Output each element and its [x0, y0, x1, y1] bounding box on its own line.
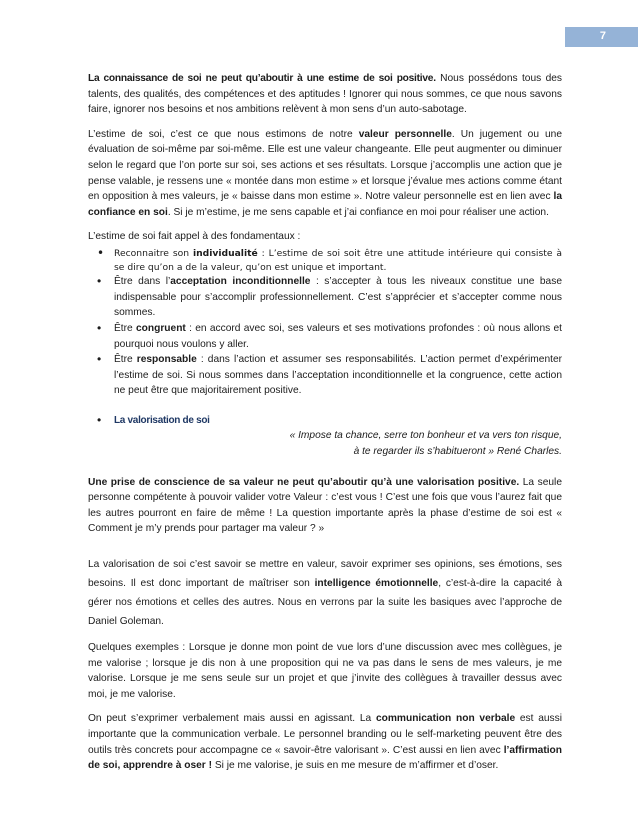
valorisation-text-1: La valorisation de soi c’est savoir se mettre en valeur, savoir exprimer ses opinions, ses émotions, ses besoins. Il est donc important de maîtriser son [88, 559, 562, 590]
list-item [114, 247, 562, 274]
item-bold: congruent [136, 322, 186, 334]
list-item [114, 321, 562, 352]
exemples-paragraph: Quelques exemples : Lorsque je donne mon point de vue lors d’une discussion avec mes collègues, je me valorise ; lorsque je dis non à une proposition qui ne va pas dans le sens de mes valeurs, je me valorise. Lorsque je me sens seule sur un projet et que j’invite des collègues à travailler dessus avec moi, je me valorise. [88, 642, 562, 700]
item-bold: acceptation inconditionnelle [170, 276, 311, 288]
item-text: : L’estime de soi soit être une attitude intérieure qui consiste à se dire qu’on a de la valeur, qu’on est unique et important. [114, 247, 562, 273]
item-text: : s’accepter à tous les niveaux constitue une base indispensable pour s’accomplir professionnellement. C’est s’apprécier et s’accepter comme nous sommes. [114, 276, 562, 319]
item-text: : dans l’action et assumer ses responsabilités. L’action permet d’expérimenter l’estime de soi. Si nous sommes dans l’acceptation inconditionnelle et la congruence, cette action ne peut être que majoritairement positive. [114, 354, 563, 397]
estime-bold-valeur: valeur personnelle [358, 128, 452, 140]
communication-paragraph [88, 711, 562, 773]
item-text: Reconnaitre son [114, 247, 193, 259]
item-text: Être [114, 354, 137, 366]
estime-bold-confiance: la confiance en soi [88, 191, 562, 218]
page-number: 7 [599, 30, 606, 42]
communication-bold-affirmation: l’affirmation de soi, apprendre à oser ! [88, 744, 562, 772]
item-bold: responsable [136, 354, 197, 366]
prise-text: La seule personne compétente à pouvoir valider votre Valeur : c’est vous ! C’est une fois que vous l’aurez fait que les autres pourront en faire de même ! La question importante après la phase d’estime de soi est « Comment je m’y prends pour partager ma valeur ? » [88, 476, 562, 535]
section-heading-list [88, 413, 562, 429]
page-number-bar [565, 27, 638, 47]
quote [88, 428, 562, 459]
item-text: Être dans l’ [114, 276, 171, 288]
item-text: : en accord avec soi, ses valeurs et ses motivations profondes : où nous allons et pourquoi nous voulons y aller. [114, 322, 563, 350]
valorisation-paragraph [88, 555, 562, 631]
prise-paragraph [88, 475, 562, 537]
intro-text: Nous possédons tous des talents, des qualités, des compétences et des aptitudes ! Ignorer qui nous sommes, ce que nous savons faire, ignorer nos besoins et nos ambitions relèvent à mon sens d’un auto-sabotage. [88, 73, 563, 116]
valorisation-bold-ie: intelligence émotionnelle [314, 578, 439, 590]
valorisation-text-2: , c’est-à-dire la capacité à gérer nos émotions et celles des autres. Nous en verrons par la suite les basiques avec l’approche de Daniel Goleman. [88, 578, 562, 628]
list-item [114, 274, 562, 321]
quote-line-1: « Impose ta chance, serre ton bonheur et va vers ton risque, [289, 430, 562, 442]
communication-text-3: Si je me valorise, je suis en me mesure de m’affirmer et d’oser. [212, 760, 499, 772]
intro-paragraph [88, 71, 562, 118]
section-heading: La valorisation de soi [114, 414, 210, 426]
communication-bold-cnv: communication non verbale [375, 713, 516, 725]
list-item [114, 352, 562, 399]
item-text: Être [114, 322, 136, 334]
fondamentaux-list [88, 247, 562, 399]
prise-bold: Une prise de conscience de sa valeur ne peut qu’aboutir qu’à une valorisation positive. [88, 476, 520, 488]
section-heading-item [114, 413, 562, 429]
quote-line-2: à te regarder ils s’habitueront » René Charles. [353, 446, 562, 458]
item-bold: individualité [192, 247, 258, 259]
estime-paragraph [88, 127, 562, 221]
document-body [88, 71, 562, 783]
fondamentaux-intro: L’estime de soi fait appel à des fondamentaux : [88, 231, 301, 243]
communication-text-1: On peut s’exprimer verbalement mais aussi en agissant. La [88, 713, 376, 725]
estime-text-3: . Si je m’estime, je me sens capable et j’ai confiance en moi pour réaliser une action. [167, 206, 549, 218]
communication-text-2: est aussi importante que la communication verbale. Le personnel branding ou le self-marketing peuvent être des outils très concrets pour accompagne ce « savoir-être valorisant ». C’est aussi en lien avec [88, 713, 562, 756]
estime-text-1: L’estime de soi, c’est ce que nous estimons de notre [88, 128, 359, 140]
estime-text-2: . Un jugement ou une évaluation de soi-même par soi-même. Elle est une valeur changeante. Elle peut augmenter ou diminuer selon le regard que l’on porte sur soi, ses actions et ses résultats. Lorsque j’accomplis une action que je pense valable, je ressens une « montée dans mon estime » et lorsque j’évalue mes actions comme étant en opposition à mes valeurs, je « baisse dans mon estime ». Notre valeur personnelle est en lien avec [88, 128, 562, 203]
intro-bold-lead: La connaissance de soi ne peut qu’aboutir à une estime de soi positive. [88, 73, 436, 84]
